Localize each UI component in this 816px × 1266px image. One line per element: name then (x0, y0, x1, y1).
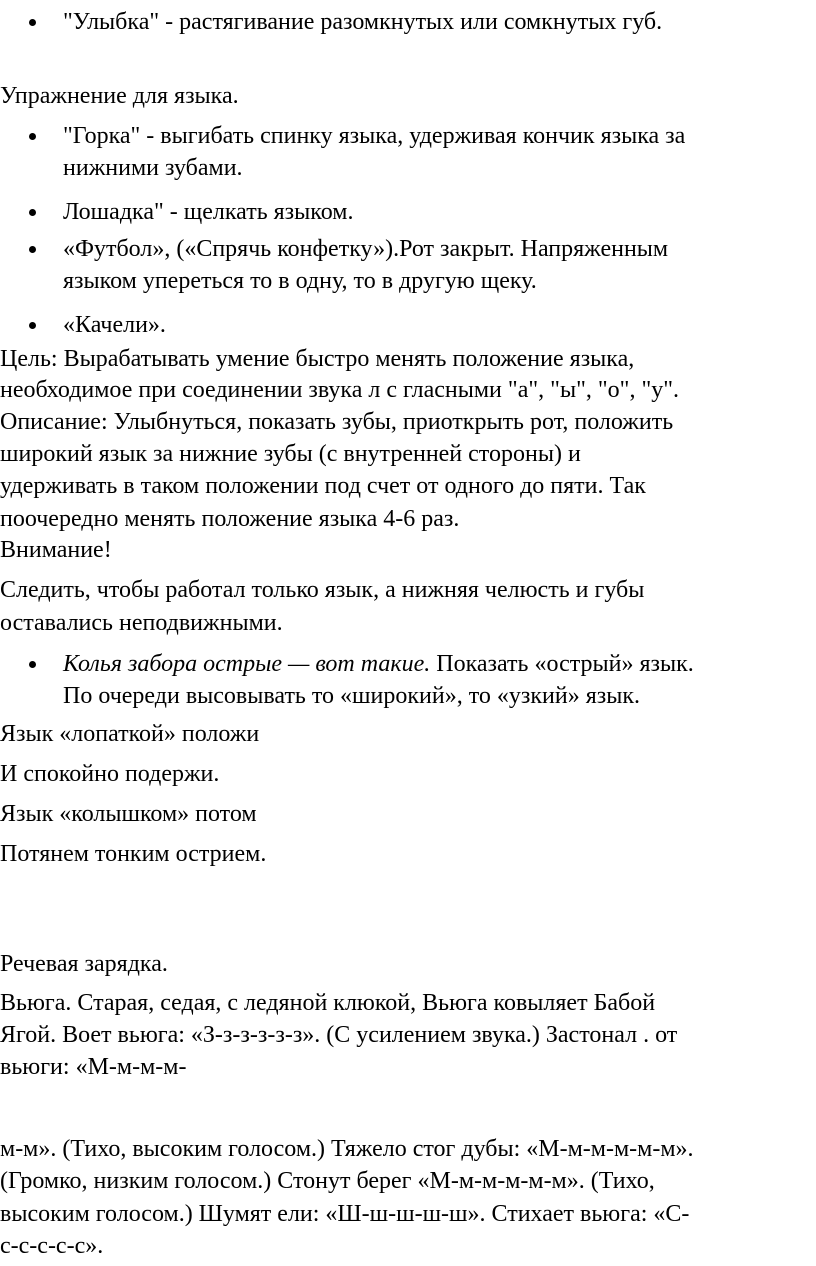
watch-line1: Следить, чтобы работал только язык, а нижняя челюсть и губы (0, 577, 645, 603)
poem-line4: Потянем тонким острием. (0, 841, 267, 867)
list-item-futbol-line1: «Футбол», («Спрячь конфетку»).Рот закрыт. Напряженным (63, 236, 669, 262)
watch-line2: оставались неподвижными. (0, 610, 283, 636)
poem-line2: И спокойно подержи. (0, 761, 220, 787)
fence-italic-text: Колья забора острые — вот такие. (63, 651, 431, 677)
blizzard-cont-line3: высоким голосом.) Шумят ели: «Ш-ш-ш-ш-ш». Стихает вьюга: «С- (0, 1201, 690, 1227)
bullet-icon (29, 209, 36, 216)
fence-rest-text: Показать «острый» язык. (430, 651, 694, 677)
list-item-futbol-line2: языком упереться то в одну, то в другую щеку. (63, 268, 537, 294)
description-line2: широкий язык за нижние зубы (с внутренней стороны) и (0, 441, 581, 467)
blizzard-cont-line4: с-с-с-с-с». (0, 1233, 104, 1259)
goal-line2: необходимое при соединении звука л с гласными "а", "ы", "о", "у". (0, 377, 680, 403)
poem-line1: Язык «лопаткой» положи (0, 721, 260, 747)
blizzard-line1: Вьюга. Старая, седая, с ледяной клюкой, Вьюга ковыляет Бабой (0, 990, 656, 1016)
section-heading-speech: Речевая зарядка. (0, 951, 168, 977)
poem-line3: Язык «колышком» потом (0, 801, 257, 827)
description-line1: Описание: Улыбнуться, показать зубы, приоткрыть рот, положить (0, 409, 674, 435)
bullet-icon (29, 19, 36, 26)
list-item-loshadka: Лошадка" - щелкать языком. (63, 199, 354, 225)
goal-line1: Цель: Вырабатывать умение быстро менять положение языка, (0, 346, 635, 372)
bullet-icon (29, 661, 36, 668)
blizzard-line3: вьюги: «М-м-м-м- (0, 1054, 187, 1080)
list-item-kacheli: «Качели». (63, 312, 166, 338)
bullet-icon (29, 246, 36, 253)
section-heading-tongue: Упражнение для языка. (0, 83, 239, 109)
attention-label: Внимание! (0, 537, 112, 563)
bullet-icon (29, 133, 36, 140)
blizzard-cont-line2: (Громко, низким голосом.) Стонут берег «М-м-м-м-м-м». (Тихо, (0, 1168, 655, 1194)
list-item-fence-line1 (63, 648, 694, 680)
bullet-icon (29, 322, 36, 329)
list-item-gorka-line1: "Горка" - выгибать спинку языка, удерживая кончик языка за (63, 123, 686, 149)
blizzard-line2: Ягой. Воет вьюга: «З-з-з-з-з-з». (С усилением звука.) Застонал . от (0, 1022, 678, 1048)
list-item-gorka-line2: нижними зубами. (63, 155, 243, 181)
description-line4: поочередно менять положение языка 4-6 раз. (0, 506, 460, 532)
description-line3: удерживать в таком положении под счет от одного до пяти. Так (0, 473, 646, 499)
list-item-smile: "Улыбка" - растягивание разомкнутых или сомкнутых губ. (63, 9, 663, 35)
list-item-fence-line2: По очереди высовывать то «широкий», то «узкий» язык. (63, 683, 641, 709)
blizzard-cont-line1: м-м». (Тихо, высоким голосом.) Тяжело стог дубы: «М-м-м-м-м-м». (0, 1136, 694, 1162)
